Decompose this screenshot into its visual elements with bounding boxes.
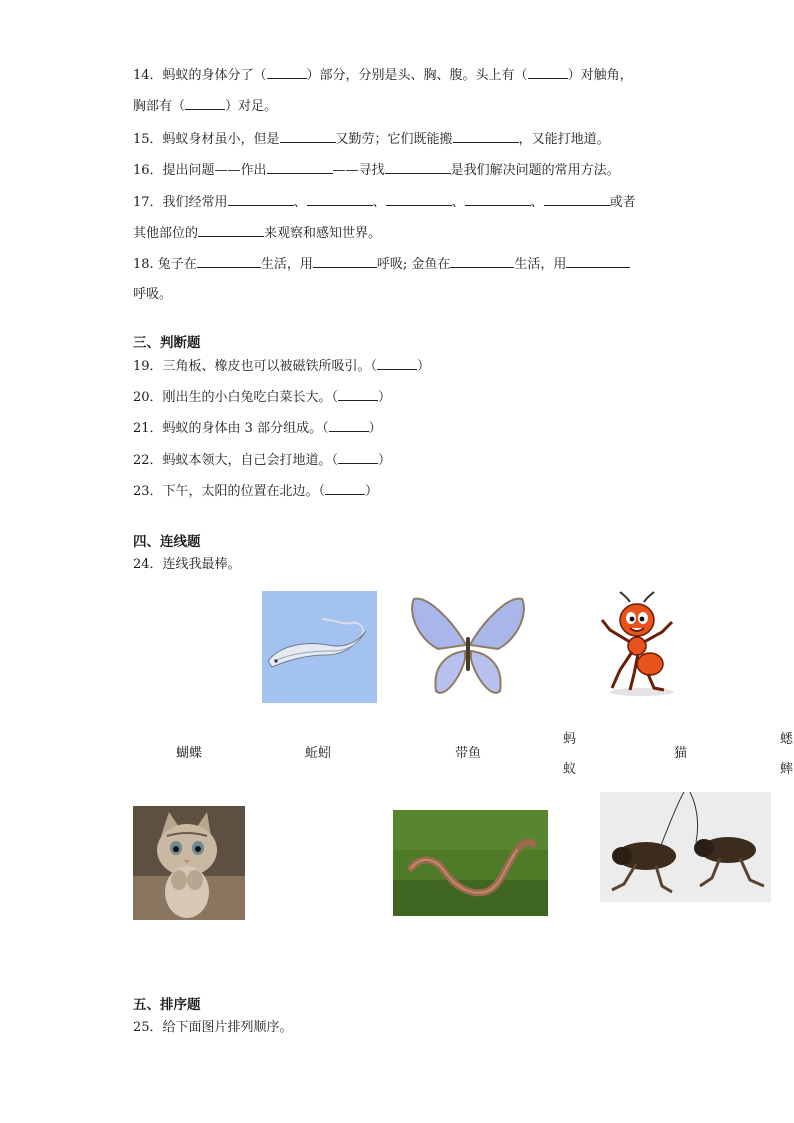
q14-text-d: 胸部有（ xyxy=(133,99,186,114)
section-5-heading: 五、排序题 xyxy=(133,997,201,1013)
earthworm-icon xyxy=(393,810,548,916)
q15-text-b: 又勤劳；它们既能搬 xyxy=(335,132,453,147)
question-14-line2 xyxy=(133,97,277,117)
q23-text: 23．下午，太阳的位置在北边。（ xyxy=(133,484,326,499)
q18-text-b: 生活，用 xyxy=(260,257,313,272)
question-20 xyxy=(133,388,391,408)
cat-icon xyxy=(133,806,245,920)
separator: 、 xyxy=(372,195,386,210)
section-4-heading: 四、连线题 xyxy=(133,534,201,550)
ant-cartoon-image[interactable] xyxy=(592,590,682,698)
answer-blank[interactable] xyxy=(338,451,378,464)
answer-blank[interactable] xyxy=(198,223,264,237)
q14-text-e: ）对足。 xyxy=(225,99,278,114)
question-23 xyxy=(133,482,378,502)
separator: 、 xyxy=(530,195,544,210)
answer-blank[interactable] xyxy=(465,192,531,206)
q19-text: 19．三角板、橡皮也可以被磁铁所吸引。（ xyxy=(133,359,378,374)
answer-blank[interactable] xyxy=(566,254,630,268)
question-25: 25．给下面图片排列顺序。 xyxy=(133,1020,293,1035)
section-3-heading: 三、判断题 xyxy=(133,335,201,351)
answer-blank[interactable] xyxy=(385,160,451,174)
q17-text-b: 或者 xyxy=(609,195,636,210)
question-18-line1 xyxy=(133,254,630,275)
label-cricket-1[interactable]: 蟋 xyxy=(780,732,794,747)
q22-text: 22．蚂蚁本领大，自己会打地道。（ xyxy=(133,453,339,468)
label-ant-1[interactable]: 蚂 xyxy=(563,732,577,747)
q15-text-c: ，又能打地道。 xyxy=(518,132,610,147)
answer-blank[interactable] xyxy=(338,388,378,401)
answer-blank[interactable] xyxy=(386,192,452,206)
answer-blank[interactable] xyxy=(453,129,519,143)
question-17-line1 xyxy=(133,192,636,213)
ant-icon xyxy=(592,590,682,698)
cricket-image[interactable] xyxy=(600,792,771,902)
question-17-line2 xyxy=(133,223,381,244)
answer-blank[interactable] xyxy=(280,129,336,143)
answer-blank[interactable] xyxy=(329,419,369,432)
q20-text: 20．刚出生的小白兔吃白菜长大。（ xyxy=(133,390,339,405)
question-18-line2 xyxy=(133,285,172,305)
butterfly-image[interactable] xyxy=(408,593,528,703)
label-ribbonfish[interactable]: 带鱼 xyxy=(455,746,482,761)
separator: 、 xyxy=(293,195,307,210)
question-21 xyxy=(133,419,382,439)
answer-blank[interactable] xyxy=(197,254,261,268)
question-19 xyxy=(133,357,430,377)
close-paren: ） xyxy=(365,484,379,499)
ribbonfish-image[interactable] xyxy=(262,591,377,703)
answer-blank[interactable] xyxy=(450,254,514,268)
q17-text-d: 来观察和感知世界。 xyxy=(264,226,382,241)
q21-text: 21．蚂蚁的身体由 3 部分组成。（ xyxy=(133,421,329,436)
question-24: 24．连线我最棒。 xyxy=(133,557,241,572)
question-16 xyxy=(133,160,620,181)
q15-text-a: 15．蚂蚁身材虽小，但是 xyxy=(133,132,280,147)
label-earthworm[interactable]: 蚯蚓 xyxy=(305,746,332,761)
q17-text-c: 其他部位的 xyxy=(133,226,199,241)
butterfly-icon xyxy=(408,593,528,703)
close-paren: ） xyxy=(368,421,382,436)
answer-blank[interactable] xyxy=(544,192,610,206)
cat-image[interactable] xyxy=(133,806,245,920)
question-15 xyxy=(133,129,610,150)
q18-text-d: 生活，用 xyxy=(514,257,567,272)
q18-text-e: 呼吸。 xyxy=(133,287,173,302)
q18-text-a: 18. 兔子在 xyxy=(133,257,197,272)
answer-blank[interactable] xyxy=(185,97,225,110)
label-cricket-2[interactable]: 蟀 xyxy=(780,762,794,777)
close-paren: ） xyxy=(417,359,431,374)
answer-blank[interactable] xyxy=(228,192,294,206)
earthworm-image[interactable] xyxy=(393,810,548,916)
answer-blank[interactable] xyxy=(307,192,373,206)
q16-text-b: ——寻找 xyxy=(332,163,385,178)
label-cat[interactable]: 猫 xyxy=(674,746,688,761)
q14-text-a: 14．蚂蚁的身体分了（ xyxy=(133,68,267,83)
close-paren: ） xyxy=(378,453,392,468)
answer-blank[interactable] xyxy=(267,160,333,174)
cricket-icon xyxy=(600,792,771,902)
answer-blank[interactable] xyxy=(313,254,377,268)
answer-blank[interactable] xyxy=(325,482,365,495)
ribbonfish-icon xyxy=(262,591,377,703)
answer-blank[interactable] xyxy=(267,66,307,79)
question-22 xyxy=(133,451,391,471)
label-ant-2[interactable]: 蚁 xyxy=(563,762,577,777)
q14-text-c: ）对触角， xyxy=(567,68,633,83)
answer-blank[interactable] xyxy=(528,66,568,79)
question-14-line1 xyxy=(133,66,633,86)
q14-text-b: ）部分，分别是头、胸、腹。头上有（ xyxy=(306,68,528,83)
answer-blank[interactable] xyxy=(377,357,417,370)
close-paren: ） xyxy=(378,390,392,405)
q18-text-c: 呼吸; 金鱼在 xyxy=(376,257,451,272)
q17-text-a: 17．我们经常用 xyxy=(133,195,228,210)
q16-text-c: 是我们解决问题的常用方法。 xyxy=(450,163,620,178)
q16-text-a: 16．提出问题——作出 xyxy=(133,163,267,178)
separator: 、 xyxy=(451,195,465,210)
label-butterfly[interactable]: 蝴蝶 xyxy=(176,746,203,761)
